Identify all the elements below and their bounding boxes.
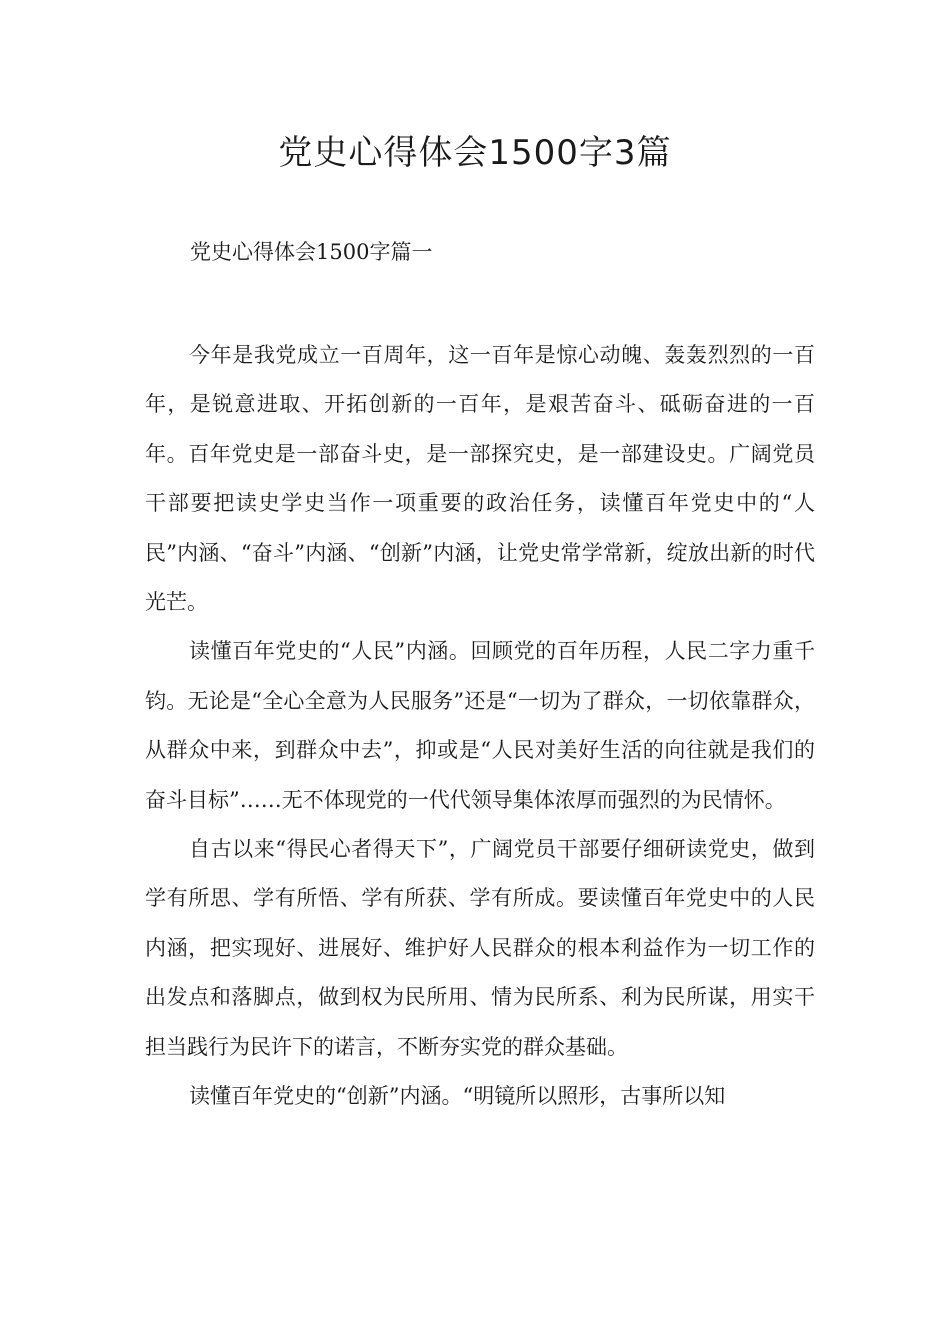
paragraph-1: 今年是我党成立一百周年，这一百年是惊心动魄、轰轰烈烈的一百年，是锐意进取、开拓创新的一百年，是艰苦奋斗、砥砺奋进的一百年。百年党史是一部奋斗史，是一部探究史，是一部建设史。广阔党员干部要把读史学史当作一项重要的政治任务，读懂百年党史中的“人民”内涵、“奋斗”内涵、“创新”内涵，让党史常学常新，绽放出新的时代光芒。 bbox=[145, 343, 815, 615]
paragraph-3: 自古以来“得民心者得天下”，广阔党员干部要仔细研读党史，做到学有所思、学有所悟、学有所获、学有所成。要读懂百年党史中的人民内涵，把实现好、进展好、维护好人民群众的根本利益作为一切工作的出发点和落脚点，做到权为民所用、情为民所系、利为民所谋，用实干担当践行为民许下的诺言，不断夯实党的群众基础。 bbox=[145, 837, 815, 1059]
document-body bbox=[145, 331, 815, 1122]
section-subtitle: 党史心得体会1500字篇一 bbox=[190, 240, 433, 264]
paragraph-2: 读懂百年党史的“人民”内涵。回顾党的百年历程，人民二字力重千钧。无论是“全心全意为人民服务”还是“一切为了群众，一切依靠群众，从群众中来，到群众中去”，抑或是“人民对美好生活的向往就是我们的奋斗目标”……无不体现党的一代代领导集体浓厚而强烈的为民情怀。 bbox=[145, 639, 815, 812]
document-title: 党史心得体会1500字3篇 bbox=[278, 133, 672, 173]
paragraph-4: 读懂百年党史的“创新”内涵。“明镜所以照形，古事所以知 bbox=[189, 1084, 726, 1109]
